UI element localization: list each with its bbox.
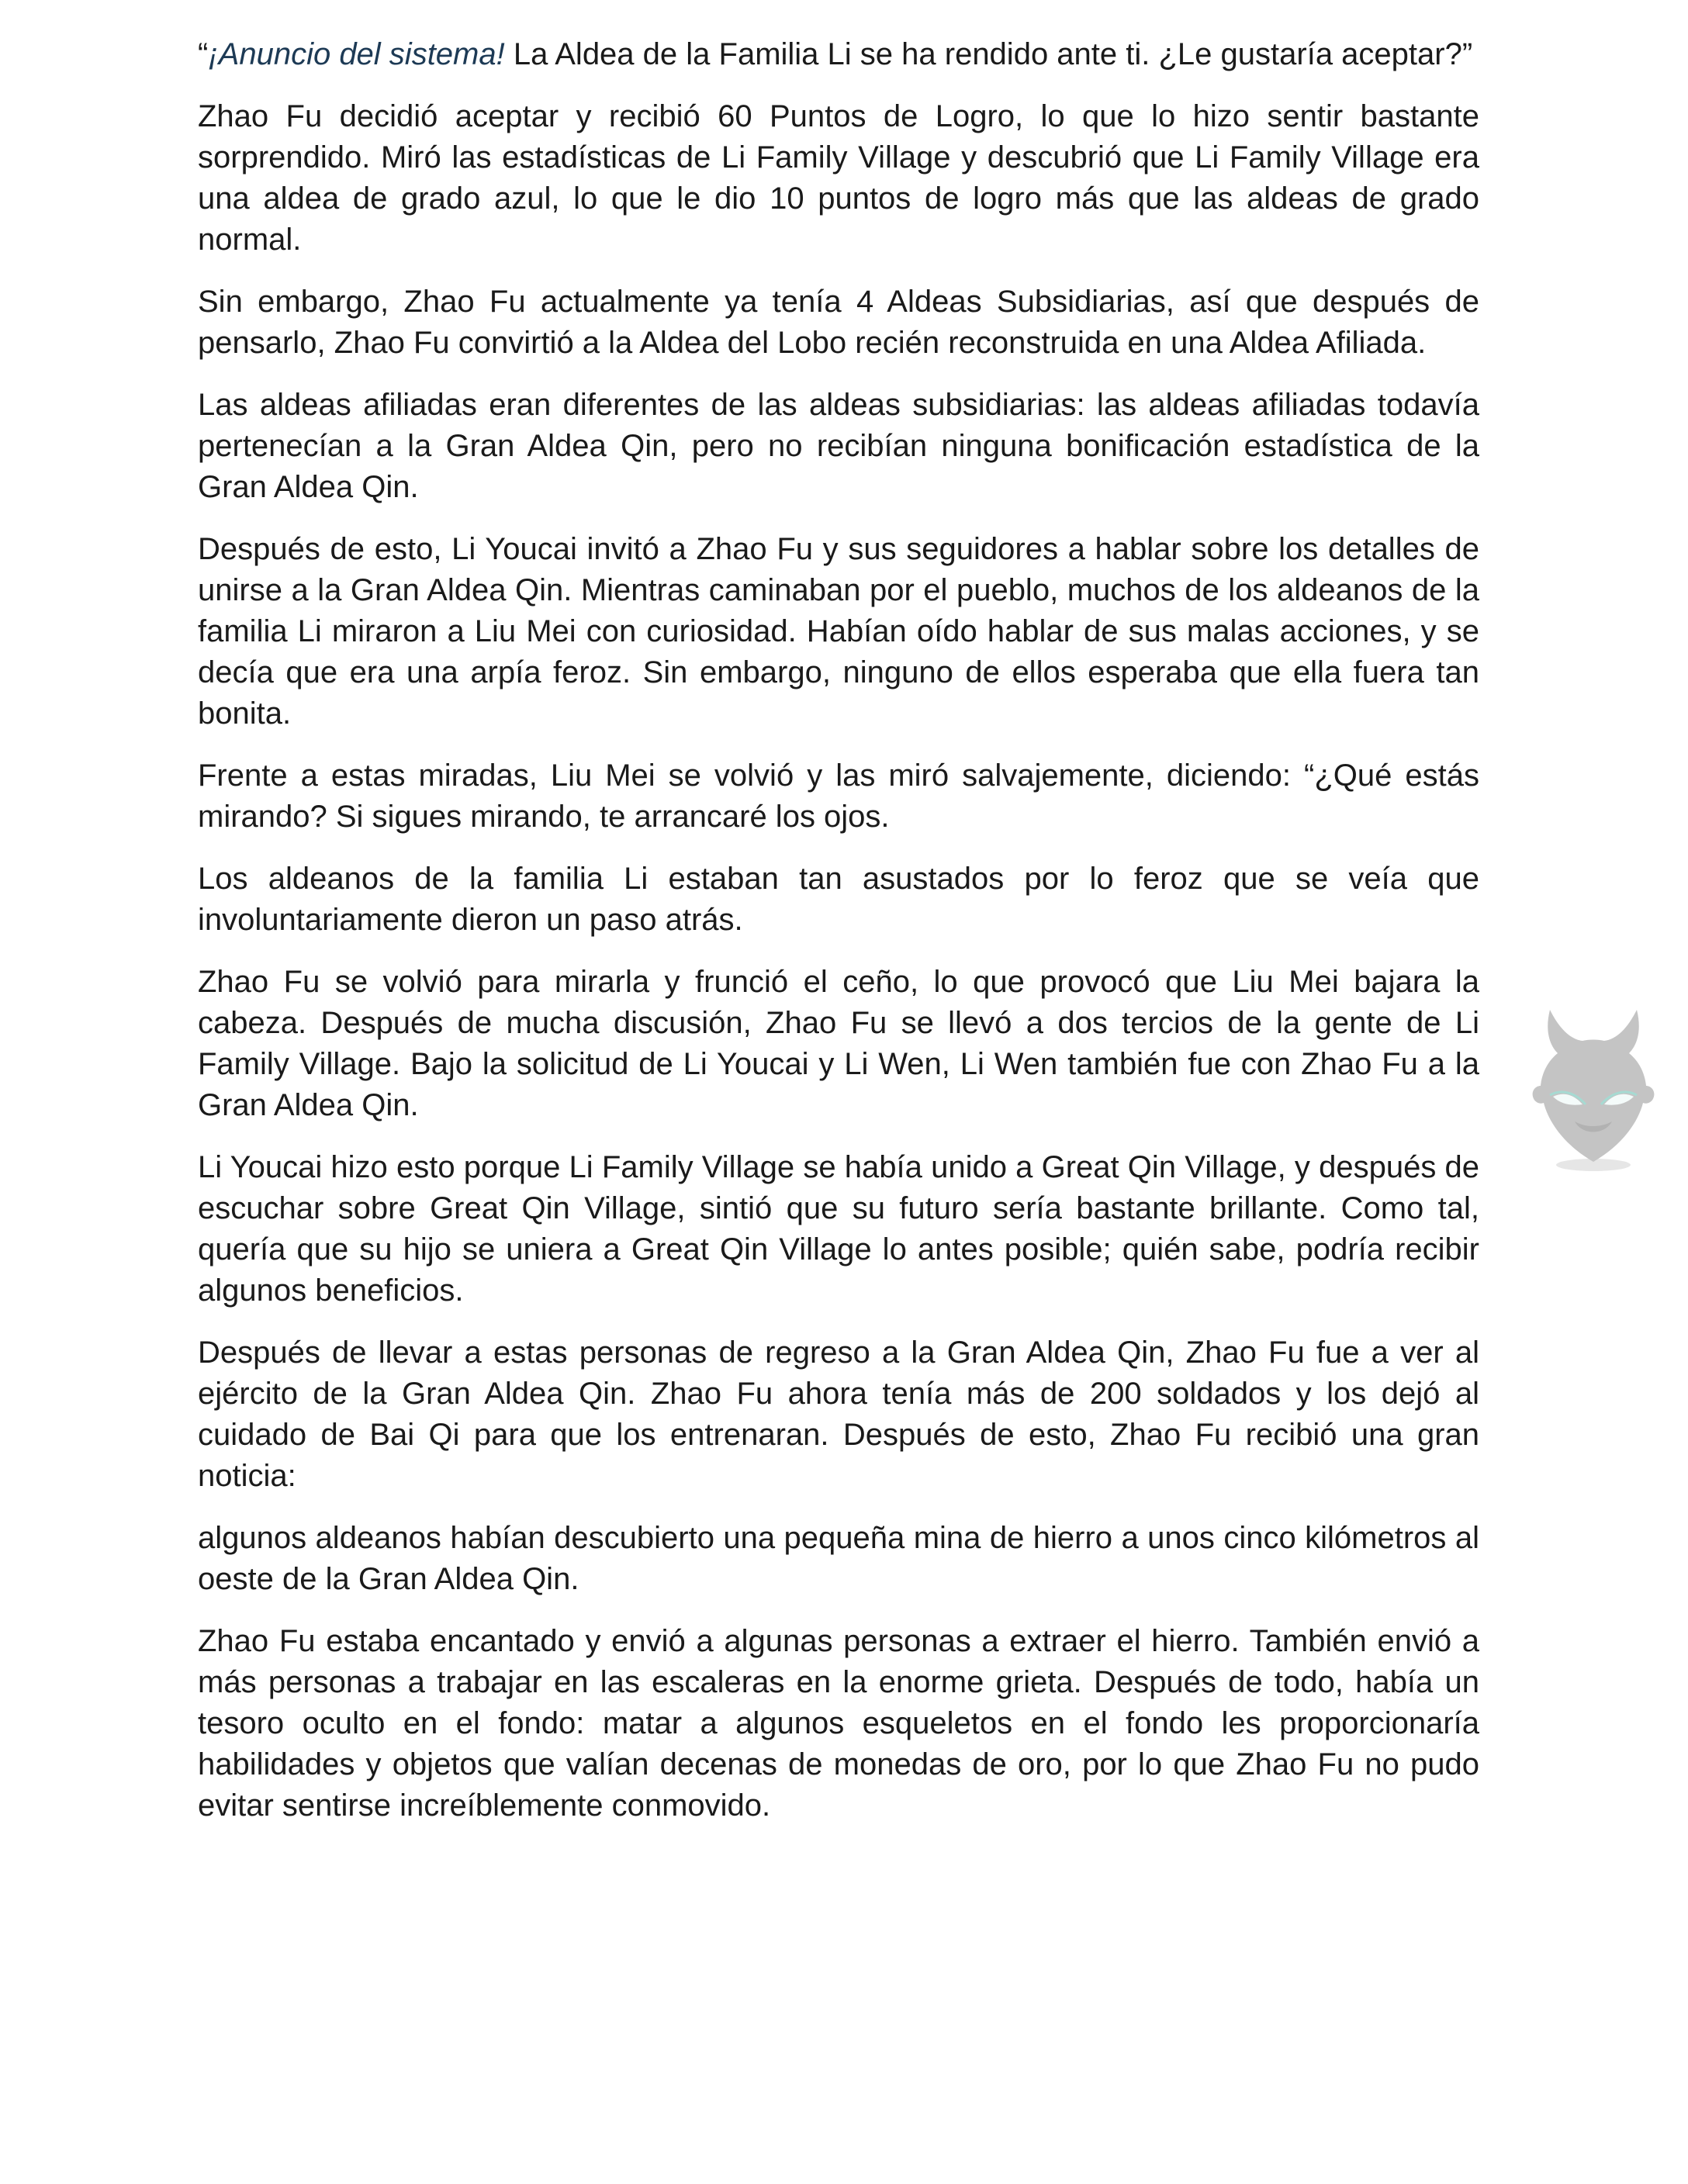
paragraph-4: Las aldeas afiliadas eran diferentes de las aldeas subsidiarias: las aldeas afiliadas todavía pertenecían a la Gran Aldea Qin, pero no recibían ninguna bonificación estadística de la Gran Aldea Qin. bbox=[198, 388, 1479, 504]
system-announcement-tag: ¡Anuncio del sistema! bbox=[208, 37, 505, 71]
paragraph-1-text: La Aldea de la Familia Li se ha rendido ante ti. ¿Le gustaría aceptar?” bbox=[504, 37, 1473, 71]
paragraph-8: Zhao Fu se volvió para mirarla y frunció el ceño, lo que provocó que Liu Mei bajara la cabeza. Después de mucha discusión, Zhao Fu se llevó a dos tercios de la gente de Li Family Village. Bajo la solicitud de Li Youcai y Li Wen, Li Wen también fue con Zhao Fu a la Gran Aldea Qin. bbox=[198, 965, 1479, 1122]
paragraph-3: Sin embargo, Zhao Fu actualmente ya tenía 4 Aldeas Subsidiarias, así que después de pensarlo, Zhao Fu convirtió a la Aldea del Lobo recién reconstruida en una Aldea Afiliada. bbox=[198, 285, 1479, 360]
document-body bbox=[198, 34, 1479, 1847]
paragraph-7: Los aldeanos de la familia Li estaban tan asustados por lo feroz que se veía que involuntariamente dieron un paso atrás. bbox=[198, 862, 1479, 937]
paragraph-1 bbox=[198, 34, 1479, 75]
demon-head-icon bbox=[1527, 1005, 1660, 1176]
paragraph-6: Frente a estas miradas, Liu Mei se volvió y las miró salvajemente, diciendo: “¿Qué estás mirando? Si sigues mirando, te arrancaré los ojos. bbox=[198, 759, 1479, 834]
paragraph-5: Después de esto, Li Youcai invitó a Zhao Fu y sus seguidores a hablar sobre los detalles de unirse a la Gran Aldea Qin. Mientras caminaban por el pueblo, muchos de los aldeanos de la familia Li miraron a Liu Mei con curiosidad. Habían oído hablar de sus malas acciones, y se decía que era una arpía feroz. Sin embargo, ninguno de ellos esperaba que ella fuera tan bonita. bbox=[198, 532, 1479, 731]
paragraph-2: Zhao Fu decidió aceptar y recibió 60 Puntos de Logro, lo que lo hizo sentir bastante sorprendido. Miró las estadísticas de Li Family Village y descubrió que Li Family Village era una aldea de grado azul, lo que le dio 10 puntos de logro más que las aldeas de grado normal. bbox=[198, 99, 1479, 257]
paragraph-11: algunos aldeanos habían descubierto una pequeña mina de hierro a unos cinco kilómetros al oeste de la Gran Aldea Qin. bbox=[198, 1521, 1479, 1596]
paragraph-12: Zhao Fu estaba encantado y envió a algunas personas a extraer el hierro. También envió a más personas a trabajar en las escaleras en la enorme grieta. Después de todo, había un tesoro oculto en el fondo: matar a algunos esqueletos en el fondo les proporcionaría habilidades y objetos que valían decenas de monedas de oro, por lo que Zhao Fu no pudo evitar sentirse increíblemente conmovido. bbox=[198, 1624, 1479, 1823]
paragraph-9: Li Youcai hizo esto porque Li Family Village se había unido a Great Qin Village, y después de escuchar sobre Great Qin Village, sintió que su futuro sería bastante brillante. Como tal, quería que su hijo se uniera a Great Qin Village lo antes posible; quién sabe, podría recibir algunos beneficios. bbox=[198, 1150, 1479, 1308]
open-quote: “ bbox=[198, 37, 209, 71]
paragraph-10: Después de llevar a estas personas de regreso a la Gran Aldea Qin, Zhao Fu fue a ver al ejército de la Gran Aldea Qin. Zhao Fu ahora tenía más de 200 soldados y los dejó al cuidado de Bai Qi para que los entrenaran. Después de esto, Zhao Fu recibió una gran noticia: bbox=[198, 1336, 1479, 1493]
